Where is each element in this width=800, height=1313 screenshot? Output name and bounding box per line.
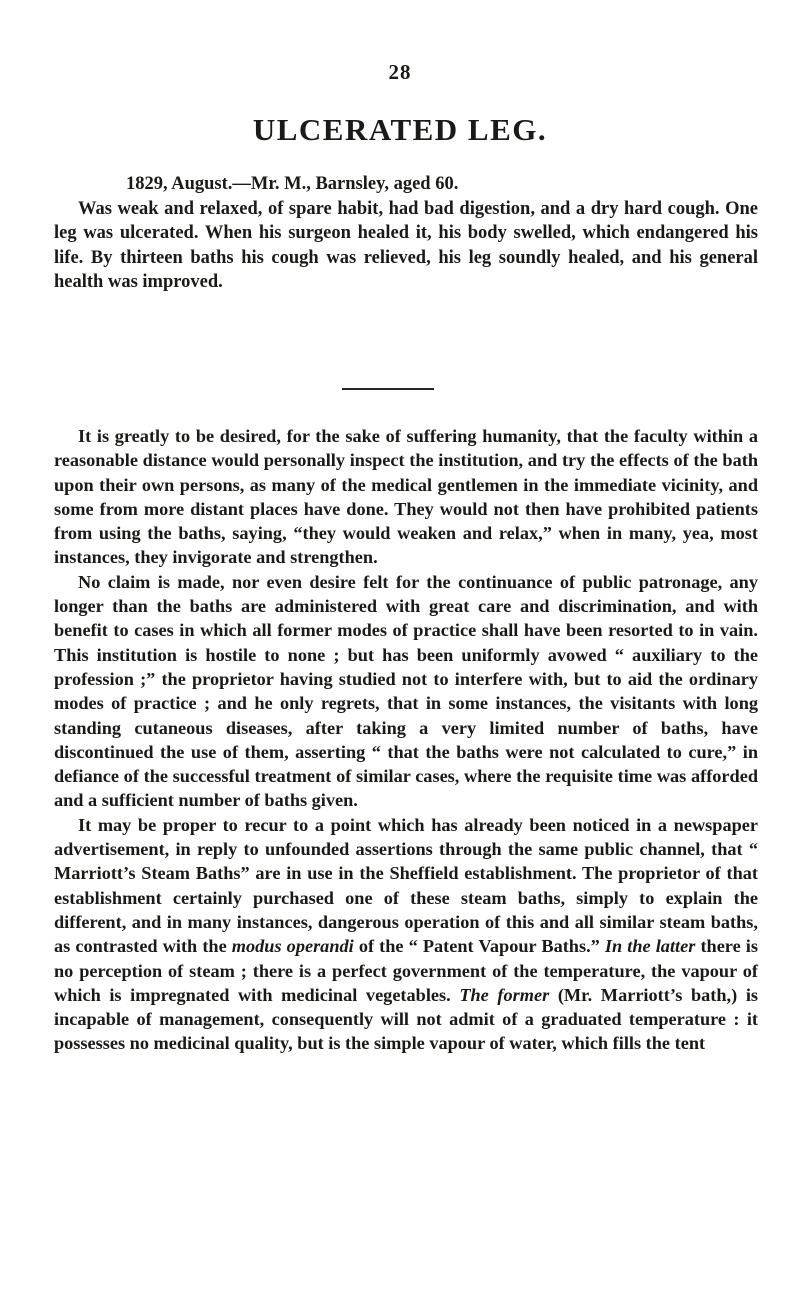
paragraph-1: It is greatly to be desired, for the sake of suffering humanity, that the faculty within a reasonable distance would personally inspect the institution, and try the effects of the bath upon their own persons, as many of the medical gentlemen in the immediate vicinity, and some from more distant places have done. They would not then have prohibited patients from using the baths, saying, “they would weaken and relax,” when in many, yea, most instances, they invigorate and strengthen. bbox=[54, 426, 758, 568]
body-text bbox=[54, 424, 758, 1056]
the-former-italic: The former bbox=[459, 984, 550, 1005]
paragraph-2: No claim is made, nor even desire felt for the continuance of public patronage, any longer than the baths are administered with great care and discrimination, and with benefit to cases in which all former modes of practice shall have been resorted to in vain. This institution is hostile to none ; but has been uniformly avowed “ auxiliary to the profession ;” the proprietor having studied not to interfere with, but to aid the ordinary modes of practice ; and he only regrets, that in some instances, the visitants with long standing cutaneous diseases, after taking a very limited number of baths, have discontinued the use of them, asserting “ that the baths were not calculated to cure,” in defiance of the successful treatment of similar cases, where the requisite time was afforded and a sufficient number of baths given. bbox=[54, 571, 758, 811]
paragraph-3-part-1: It may be proper to recur to a point which has already been noticed in a newspaper advertisement, in reply to unfounded assertions through the same public channel, that “ Marriott’s Steam Baths” are in use in the Sheffield establishment. The proprietor of that establishment certainly purchased one of these steam baths, simply to explain the different, and in many instances, dangerous operation of this and all similar steam baths, as contrasted with the bbox=[54, 814, 758, 957]
page-number: 28 bbox=[388, 60, 412, 84]
paragraph-3-part-3: there is no perception of steam ; there is a perfect government of the temperature, the vapour of which is impregnated with medicinal vegetables. bbox=[54, 936, 758, 1005]
modus-operandi-italic: modus operandi bbox=[231, 936, 354, 957]
section-divider bbox=[342, 388, 434, 390]
page-title: ULCERATED LEG. bbox=[252, 112, 548, 147]
paragraph-3-part-4: (Mr. Marriott’s bath,) is incapable of management, consequently will not admit of a graduated temperature : it possesses no medicinal quality, but is the simple vapour of water, which fills the tent bbox=[54, 984, 759, 1054]
paragraph-3 bbox=[54, 813, 758, 1056]
case-report bbox=[54, 172, 758, 295]
paragraph-3-part-2: of the “ Patent Vapour Baths.” bbox=[353, 936, 605, 957]
in-the-latter-italic: In the latter bbox=[604, 936, 696, 957]
case-text: Was weak and relaxed, of spare habit, had bad digestion, and a dry hard cough. One leg was ulcerated. When his surgeon healed it, his body swelled, which endangered his life. By thirteen baths his cough was relieved, his leg soundly healed, and his general health was improved. bbox=[54, 198, 758, 292]
case-heading: 1829, August.—Mr. M., Barnsley, aged 60. bbox=[126, 174, 459, 194]
